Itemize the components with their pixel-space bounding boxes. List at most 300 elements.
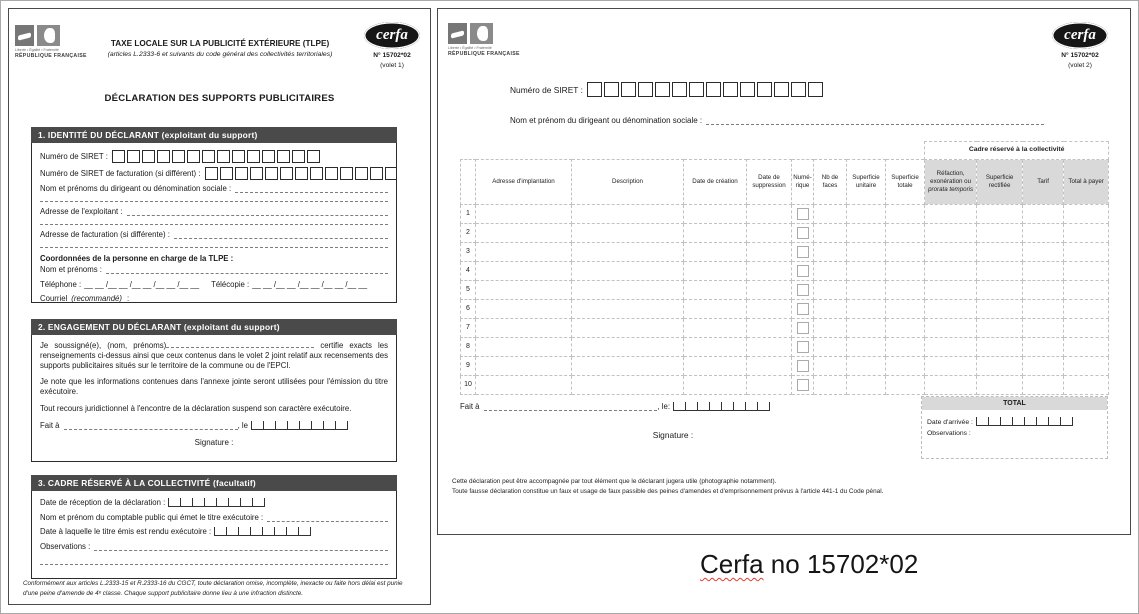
support-row xyxy=(461,224,1109,243)
char-box[interactable] xyxy=(280,167,293,180)
support-cell[interactable] xyxy=(1064,262,1109,281)
support-cell[interactable] xyxy=(1064,357,1109,376)
date-cell[interactable] xyxy=(1060,417,1073,426)
fax-field[interactable]: __ __ /__ __ /__ __ /__ __ /__ __ xyxy=(252,280,368,289)
observations-field-line2[interactable] xyxy=(40,556,388,565)
contact-name-field[interactable] xyxy=(106,265,388,274)
support-cell[interactable] xyxy=(847,224,886,243)
char-box[interactable] xyxy=(325,167,338,180)
col-header-description: Description xyxy=(572,160,684,205)
row-number: 3 xyxy=(461,243,476,262)
support-cell[interactable] xyxy=(476,281,572,300)
observations-field[interactable] xyxy=(94,542,388,551)
char-box[interactable] xyxy=(723,82,738,97)
signature-label: Signature : xyxy=(194,437,234,447)
numerique-checkbox[interactable] xyxy=(797,322,809,334)
support-cell[interactable] xyxy=(1023,243,1064,262)
support-cell[interactable] xyxy=(886,243,925,262)
date-cell[interactable] xyxy=(250,527,262,536)
date-cell[interactable] xyxy=(214,527,226,536)
char-box[interactable] xyxy=(277,150,290,163)
support-cell[interactable] xyxy=(977,243,1023,262)
support-cell[interactable] xyxy=(1023,376,1064,395)
char-box[interactable] xyxy=(220,167,233,180)
support-cell[interactable] xyxy=(977,224,1023,243)
signature-label: Signature : xyxy=(652,430,694,440)
email-field[interactable] xyxy=(133,294,388,303)
support-cell[interactable] xyxy=(814,205,847,224)
billing-address-field-line2[interactable] xyxy=(40,239,388,248)
support-cell[interactable] xyxy=(1023,319,1064,338)
cerfa-logo xyxy=(1044,22,1116,69)
phone-field[interactable]: __ __ /__ __ /__ __ /__ __ /__ __ xyxy=(84,280,200,289)
support-cell[interactable] xyxy=(684,262,747,281)
cerfa-logo xyxy=(357,22,427,69)
caption-number: no 15702*02 xyxy=(763,549,919,579)
support-cell[interactable] xyxy=(977,205,1023,224)
support-cell[interactable] xyxy=(925,376,977,395)
char-box[interactable] xyxy=(808,82,823,97)
director-name-field[interactable] xyxy=(706,116,1044,125)
date-cell[interactable] xyxy=(287,421,299,430)
marianne-icon xyxy=(15,25,85,46)
support-cell[interactable] xyxy=(747,243,792,262)
support-cell[interactable] xyxy=(1064,243,1109,262)
date-cell[interactable] xyxy=(192,498,204,507)
char-box[interactable] xyxy=(740,82,755,97)
support-cell[interactable] xyxy=(476,205,572,224)
siret-billing-input[interactable] xyxy=(205,167,398,180)
fait-date-field[interactable] xyxy=(673,402,770,411)
char-box[interactable] xyxy=(172,150,185,163)
support-row xyxy=(461,262,1109,281)
char-box[interactable] xyxy=(247,150,260,163)
char-box[interactable] xyxy=(127,150,140,163)
support-cell[interactable] xyxy=(847,281,886,300)
support-cell[interactable] xyxy=(886,262,925,281)
support-cell[interactable] xyxy=(977,376,1023,395)
char-box[interactable] xyxy=(638,82,653,97)
support-cell[interactable] xyxy=(847,243,886,262)
support-cell[interactable] xyxy=(476,224,572,243)
numerique-checkbox[interactable] xyxy=(797,265,809,277)
date-cell[interactable] xyxy=(709,402,721,411)
date-cell[interactable] xyxy=(733,402,745,411)
support-cell[interactable] xyxy=(572,357,684,376)
char-box[interactable] xyxy=(265,167,278,180)
char-box[interactable] xyxy=(235,167,248,180)
support-cell[interactable] xyxy=(1064,224,1109,243)
date-cell[interactable] xyxy=(286,527,298,536)
support-cell[interactable] xyxy=(925,224,977,243)
date-cell[interactable] xyxy=(685,402,697,411)
siret-input[interactable] xyxy=(112,150,322,163)
support-cell[interactable] xyxy=(1064,338,1109,357)
director-name-field[interactable] xyxy=(235,184,388,193)
cerfa-number: N° 15702*02 xyxy=(373,52,411,59)
support-cell[interactable] xyxy=(886,205,925,224)
char-box[interactable] xyxy=(310,167,323,180)
char-box[interactable] xyxy=(142,150,155,163)
director-name-field-line2[interactable] xyxy=(40,193,388,202)
fait-a-place-field[interactable] xyxy=(484,402,658,411)
support-cell[interactable] xyxy=(847,338,886,357)
support-cell[interactable] xyxy=(925,262,977,281)
support-cell[interactable] xyxy=(476,376,572,395)
numerique-checkbox[interactable] xyxy=(797,208,809,220)
date-cell[interactable] xyxy=(1000,417,1012,426)
support-cell[interactable] xyxy=(792,224,814,243)
date-cell[interactable] xyxy=(180,498,192,507)
row-number: 9 xyxy=(461,357,476,376)
numerique-checkbox[interactable] xyxy=(797,284,809,296)
support-cell[interactable] xyxy=(572,205,684,224)
support-cell[interactable] xyxy=(572,319,684,338)
support-cell[interactable] xyxy=(814,281,847,300)
support-cell[interactable] xyxy=(1064,205,1109,224)
fax-label: Télécopie : xyxy=(211,280,250,289)
logo-republic: RÉPUBLIQUE FRANÇAISE xyxy=(15,53,87,59)
support-cell[interactable] xyxy=(684,243,747,262)
date-cell[interactable] xyxy=(1036,417,1048,426)
section-engagement xyxy=(31,319,397,462)
support-cell[interactable] xyxy=(814,300,847,319)
engagement-paragraph-2: Je note que les informations contenues dans l'annexe jointe seront utilisées pour l'émission du titre exécutoire. xyxy=(40,376,388,396)
char-box[interactable] xyxy=(202,150,215,163)
support-cell[interactable] xyxy=(747,300,792,319)
char-box[interactable] xyxy=(370,167,383,180)
operator-address-field[interactable] xyxy=(127,207,388,216)
support-cell[interactable] xyxy=(792,338,814,357)
support-cell[interactable] xyxy=(925,205,977,224)
char-box[interactable] xyxy=(587,82,602,97)
support-cell[interactable] xyxy=(814,319,847,338)
support-row xyxy=(461,357,1109,376)
support-cell[interactable] xyxy=(747,281,792,300)
support-cell[interactable] xyxy=(684,338,747,357)
numerique-checkbox[interactable] xyxy=(797,227,809,239)
section-1-header: 1. IDENTITÉ DU DÉCLARANT (exploitant du support) xyxy=(31,127,397,143)
numerique-checkbox[interactable] xyxy=(797,341,809,353)
support-cell[interactable] xyxy=(792,205,814,224)
support-cell[interactable] xyxy=(747,224,792,243)
support-cell[interactable] xyxy=(684,357,747,376)
char-box[interactable] xyxy=(355,167,368,180)
support-cell[interactable] xyxy=(792,262,814,281)
char-box[interactable] xyxy=(292,150,305,163)
form-volet-1 xyxy=(8,8,431,605)
numerique-checkbox[interactable] xyxy=(797,379,809,391)
siret-billing-label: Numéro de SIRET de facturation (si différent) : xyxy=(40,169,201,178)
date-cell[interactable] xyxy=(238,527,250,536)
le-label: , le xyxy=(237,420,248,430)
support-cell[interactable] xyxy=(572,300,684,319)
char-box[interactable] xyxy=(340,167,353,180)
legal-footnote xyxy=(452,477,1116,498)
date-cell[interactable] xyxy=(311,421,323,430)
email-note: (recommandé) xyxy=(71,294,122,303)
reception-date-field[interactable] xyxy=(168,498,265,507)
caption-cerfa-word: Cerfa xyxy=(700,549,764,579)
support-cell[interactable] xyxy=(572,243,684,262)
support-cell[interactable] xyxy=(476,300,572,319)
support-cell[interactable] xyxy=(1023,205,1064,224)
date-cell[interactable] xyxy=(745,402,757,411)
arrival-date-label: Date d'arrivée : xyxy=(927,419,973,426)
support-cell[interactable] xyxy=(476,319,572,338)
director-name-label: Nom et prénoms du dirigeant ou dénomination sociale : xyxy=(40,184,232,193)
support-cell[interactable] xyxy=(684,224,747,243)
operator-address-label: Adresse de l'exploitant : xyxy=(40,207,123,216)
support-cell[interactable] xyxy=(572,376,684,395)
date-cell[interactable] xyxy=(274,527,286,536)
support-row xyxy=(461,319,1109,338)
support-cell[interactable] xyxy=(814,357,847,376)
support-cell[interactable] xyxy=(1023,338,1064,357)
fait-date-field[interactable] xyxy=(251,421,348,430)
date-cell[interactable] xyxy=(168,498,180,507)
support-cell[interactable] xyxy=(1064,319,1109,338)
support-cell[interactable] xyxy=(925,338,977,357)
support-cell[interactable] xyxy=(747,262,792,281)
support-cell[interactable] xyxy=(792,319,814,338)
date-cell[interactable] xyxy=(204,498,216,507)
support-cell[interactable] xyxy=(684,205,747,224)
support-cell[interactable] xyxy=(814,224,847,243)
char-box[interactable] xyxy=(791,82,806,97)
char-box[interactable] xyxy=(157,150,170,163)
support-cell[interactable] xyxy=(925,300,977,319)
support-cell[interactable] xyxy=(847,205,886,224)
row-number: 8 xyxy=(461,338,476,357)
support-cell[interactable] xyxy=(792,281,814,300)
date-cell[interactable] xyxy=(240,498,252,507)
date-cell[interactable] xyxy=(226,527,238,536)
support-cell[interactable] xyxy=(1064,281,1109,300)
char-box[interactable] xyxy=(672,82,687,97)
engagement-paragraph-1: Je soussigné(e), (nom, prénoms) certifie exacts les renseignements ci-dessus ainsi que ceux contenus dans le volet 2 joint relatif aux recensements des supports publicitaires situés sur le territoire de la commune ou de l'EPCI. xyxy=(40,341,388,370)
support-cell[interactable] xyxy=(747,376,792,395)
total-label: TOTAL xyxy=(922,397,1107,410)
support-cell[interactable] xyxy=(476,262,572,281)
char-box[interactable] xyxy=(706,82,721,97)
support-cell[interactable] xyxy=(886,281,925,300)
form-title: TAXE LOCALE SUR LA PUBLICITÉ EXTÉRIEURE (TLPE) xyxy=(110,39,330,48)
support-cell[interactable] xyxy=(1023,300,1064,319)
col-header-date-suppression: Date de suppression xyxy=(747,160,792,205)
declarant-name-field[interactable] xyxy=(166,340,314,348)
support-cell[interactable] xyxy=(792,243,814,262)
support-cell[interactable] xyxy=(747,319,792,338)
support-cell[interactable] xyxy=(476,357,572,376)
support-cell[interactable] xyxy=(1064,300,1109,319)
date-cell[interactable] xyxy=(1012,417,1024,426)
support-cell[interactable] xyxy=(1023,357,1064,376)
form-heading: DÉCLARATION DES SUPPORTS PUBLICITAIRES xyxy=(104,93,335,104)
date-cell[interactable] xyxy=(263,421,275,430)
support-cell[interactable] xyxy=(814,262,847,281)
cerfa-volet: (volet 1) xyxy=(380,62,404,69)
support-cell[interactable] xyxy=(792,357,814,376)
char-box[interactable] xyxy=(205,167,218,180)
support-cell[interactable] xyxy=(886,357,925,376)
support-cell[interactable] xyxy=(886,338,925,357)
date-cell[interactable] xyxy=(275,421,287,430)
row-number: 7 xyxy=(461,319,476,338)
char-box[interactable] xyxy=(232,150,245,163)
contact-heading: Coordonnées de la personne en charge de la TLPE : xyxy=(40,254,234,263)
row-number: 6 xyxy=(461,300,476,319)
support-cell[interactable] xyxy=(977,281,1023,300)
support-cell[interactable] xyxy=(572,281,684,300)
date-cell[interactable] xyxy=(1048,417,1060,426)
support-cell[interactable] xyxy=(977,319,1023,338)
support-cell[interactable] xyxy=(1064,376,1109,395)
collectivite-header: Cadre réservé à la collectivité xyxy=(925,142,1109,160)
row-number: 2 xyxy=(461,224,476,243)
form-subtitle: (articles L.2333-6 et suivants du code général des collectivités territoriales) xyxy=(107,51,333,58)
support-cell[interactable] xyxy=(792,300,814,319)
support-cell[interactable] xyxy=(572,338,684,357)
engagement-paragraph-3: Tout recours juridictionnel à l'encontre de la déclaration suspend son caractère exécutoire. xyxy=(40,403,352,413)
char-box[interactable] xyxy=(655,82,670,97)
fait-a-label: Fait à xyxy=(40,420,60,430)
support-cell[interactable] xyxy=(886,319,925,338)
header-spacer xyxy=(461,142,925,160)
char-box[interactable] xyxy=(250,167,263,180)
date-cell[interactable] xyxy=(228,498,240,507)
support-cell[interactable] xyxy=(977,338,1023,357)
operator-address-field-line2[interactable] xyxy=(40,216,388,225)
billing-address-field[interactable] xyxy=(174,230,388,239)
support-cell[interactable] xyxy=(814,376,847,395)
numerique-checkbox[interactable] xyxy=(797,303,809,315)
support-cell[interactable] xyxy=(847,262,886,281)
col-header-adresse: Adresse d'implantation xyxy=(476,160,572,205)
date-cell[interactable] xyxy=(216,498,228,507)
executory-date-field[interactable] xyxy=(214,527,311,536)
support-cell[interactable] xyxy=(684,319,747,338)
support-cell[interactable] xyxy=(1023,281,1064,300)
support-cell[interactable] xyxy=(792,376,814,395)
char-box[interactable] xyxy=(187,150,200,163)
support-cell[interactable] xyxy=(977,262,1023,281)
support-cell[interactable] xyxy=(476,243,572,262)
char-box[interactable] xyxy=(774,82,789,97)
date-cell[interactable] xyxy=(757,402,770,411)
footnote-line-1: Cette déclaration peut être accompagnée par tout élément que le déclarant jugera utile (photographie notamment). xyxy=(452,478,777,485)
support-cell[interactable] xyxy=(747,338,792,357)
form-volet-2 xyxy=(437,8,1131,535)
support-cell[interactable] xyxy=(847,357,886,376)
date-cell[interactable] xyxy=(299,421,311,430)
total-box xyxy=(921,396,1108,459)
date-cell[interactable] xyxy=(673,402,685,411)
char-box[interactable] xyxy=(262,150,275,163)
support-cell[interactable] xyxy=(814,243,847,262)
support-cell[interactable] xyxy=(925,319,977,338)
support-cell[interactable] xyxy=(847,319,886,338)
support-row xyxy=(461,338,1109,357)
date-cell[interactable] xyxy=(1024,417,1036,426)
support-cell[interactable] xyxy=(1023,224,1064,243)
arrival-date-field[interactable] xyxy=(976,417,1073,426)
support-cell[interactable] xyxy=(847,300,886,319)
date-cell[interactable] xyxy=(298,527,311,536)
director-name-label: Nom et prénom du dirigeant ou dénomination sociale : xyxy=(510,116,703,125)
date-cell[interactable] xyxy=(251,421,263,430)
col-header-date-creation: Date de création xyxy=(684,160,747,205)
char-box[interactable] xyxy=(621,82,636,97)
fait-a-place-field[interactable] xyxy=(64,421,238,430)
support-cell[interactable] xyxy=(747,205,792,224)
char-box[interactable] xyxy=(307,150,320,163)
numerique-checkbox[interactable] xyxy=(797,246,809,258)
date-cell[interactable] xyxy=(323,421,335,430)
char-box[interactable] xyxy=(604,82,619,97)
support-cell[interactable] xyxy=(684,376,747,395)
date-cell[interactable] xyxy=(721,402,733,411)
support-cell[interactable] xyxy=(684,281,747,300)
date-cell[interactable] xyxy=(252,498,265,507)
accountant-field[interactable] xyxy=(267,513,388,522)
date-cell[interactable] xyxy=(335,421,348,430)
date-cell[interactable] xyxy=(262,527,274,536)
support-cell[interactable] xyxy=(1023,262,1064,281)
support-row xyxy=(461,300,1109,319)
support-cell[interactable] xyxy=(977,357,1023,376)
support-row xyxy=(461,205,1109,224)
support-cell[interactable] xyxy=(886,300,925,319)
republique-francaise-logo xyxy=(448,23,518,57)
support-cell[interactable] xyxy=(572,262,684,281)
date-cell[interactable] xyxy=(988,417,1000,426)
numerique-checkbox[interactable] xyxy=(797,360,809,372)
support-cell[interactable] xyxy=(684,300,747,319)
support-cell[interactable] xyxy=(747,357,792,376)
support-cell[interactable] xyxy=(476,338,572,357)
support-cell[interactable] xyxy=(814,338,847,357)
logo-motto: Liberté • Égalité • Fraternité xyxy=(15,48,59,52)
form-title-block xyxy=(87,39,353,58)
date-cell[interactable] xyxy=(697,402,709,411)
siret-label: Numéro de SIRET : xyxy=(40,152,108,161)
col-header-tarif: Tarif xyxy=(1023,160,1064,205)
support-cell[interactable] xyxy=(977,300,1023,319)
support-cell[interactable] xyxy=(925,357,977,376)
support-cell[interactable] xyxy=(886,376,925,395)
col-header-refaction: Réfaction, exonération ou prorata temporis xyxy=(925,160,977,205)
date-cell[interactable] xyxy=(976,417,988,426)
caption xyxy=(700,549,918,580)
char-box[interactable] xyxy=(385,167,398,180)
cerfa-number: N° 15702*02 xyxy=(1061,52,1099,59)
char-box[interactable] xyxy=(217,150,230,163)
legal-footnote: Conformément aux articles L.2333-15 et R.2333-16 du CGCT, toute déclaration omise, incomplète, inexacte ou faite hors délai est punie d'une peine d'amende de 4ᵉ classe. Chaque support publicitaire donne lieu à une infraction distincte. xyxy=(23,580,403,597)
char-box[interactable] xyxy=(757,82,772,97)
char-box[interactable] xyxy=(689,82,704,97)
support-cell[interactable] xyxy=(847,376,886,395)
siret-input[interactable] xyxy=(587,82,825,97)
char-box[interactable] xyxy=(112,150,125,163)
support-cell[interactable] xyxy=(572,224,684,243)
char-box[interactable] xyxy=(295,167,308,180)
support-cell[interactable] xyxy=(925,281,977,300)
support-cell[interactable] xyxy=(925,243,977,262)
support-cell[interactable] xyxy=(886,224,925,243)
support-row xyxy=(461,281,1109,300)
logo-motto: Liberté • Égalité • Fraternité xyxy=(448,46,492,50)
